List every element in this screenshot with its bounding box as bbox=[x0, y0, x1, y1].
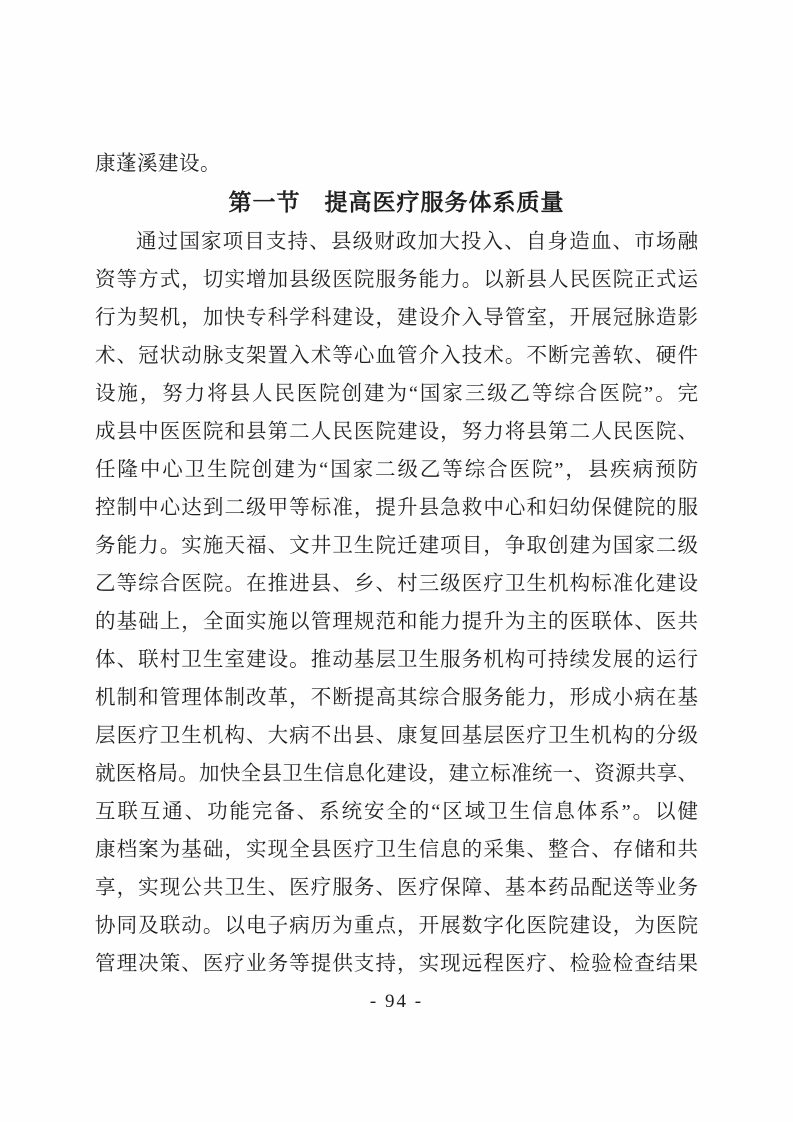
body-text-line: 术、冠状动脉支架置入术等心血管介入技术。不断完善软、硬件 bbox=[95, 345, 698, 367]
body-text-line: 通过国家项目支持、县级财政加大投入、自身造血、市场融 bbox=[136, 231, 698, 253]
body-text-line: 资等方式，切实增加县级医院服务能力。以新县人民医院正式运 bbox=[95, 269, 698, 291]
section-heading: 第一节 提高医疗服务体系质量 bbox=[228, 190, 565, 215]
body-text-line: 务能力。实施天福、文井卫生院迁建项目，争取创建为国家二级 bbox=[95, 535, 698, 557]
page-number: - 94 - bbox=[369, 991, 424, 1012]
body-text-line: 成县中医医院和县第二人民医院建设，努力将县第二人民医院、 bbox=[95, 421, 698, 443]
body-text-line: 管理决策、医疗业务等提供支持，实现远程医疗、检验检查结果 bbox=[95, 953, 698, 975]
body-text-line: 机制和管理体制改革，不断提高其综合服务能力，形成小病在基 bbox=[95, 687, 698, 709]
body-text-line: 设施，努力将县人民医院创建为“国家三级乙等综合医院”。完 bbox=[95, 383, 698, 405]
document-text-block bbox=[95, 145, 698, 983]
body-text-line: 控制中心达到二级甲等标准，提升县急救中心和妇幼保健院的服 bbox=[95, 497, 698, 519]
body-text-line: 享，实现公共卫生、医疗服务、医疗保障、基本药品配送等业务 bbox=[95, 877, 698, 899]
body-text-line: 任隆中心卫生院创建为“国家二级乙等综合医院”，县疾病预防 bbox=[95, 459, 698, 481]
body-text-line: 互联互通、功能完备、系统安全的“区域卫生信息体系”。以健 bbox=[95, 801, 698, 823]
paragraph-continuation-line: 康蓬溪建设。 bbox=[95, 153, 221, 175]
body-text-line: 体、联村卫生室建设。推动基层卫生服务机构可持续发展的运行 bbox=[95, 649, 698, 671]
body-text-line: 层医疗卫生机构、大病不出县、康复回基层医疗卫生机构的分级 bbox=[95, 725, 698, 747]
body-text-line: 的基础上，全面实施以管理规范和能力提升为主的医联体、医共 bbox=[95, 611, 698, 633]
body-text-line: 乙等综合医院。在推进县、乡、村三级医疗卫生机构标准化建设 bbox=[95, 573, 698, 595]
body-text-line: 协同及联动。以电子病历为重点，开展数字化医院建设，为医院 bbox=[95, 915, 698, 937]
body-text-line: 行为契机，加快专科学科建设，建设介入导管室，开展冠脉造影 bbox=[95, 307, 698, 329]
body-text-line: 康档案为基础，实现全县医疗卫生信息的采集、整合、存储和共 bbox=[95, 839, 698, 861]
body-text-line: 就医格局。加快全县卫生信息化建设，建立标准统一、资源共享、 bbox=[95, 763, 698, 785]
